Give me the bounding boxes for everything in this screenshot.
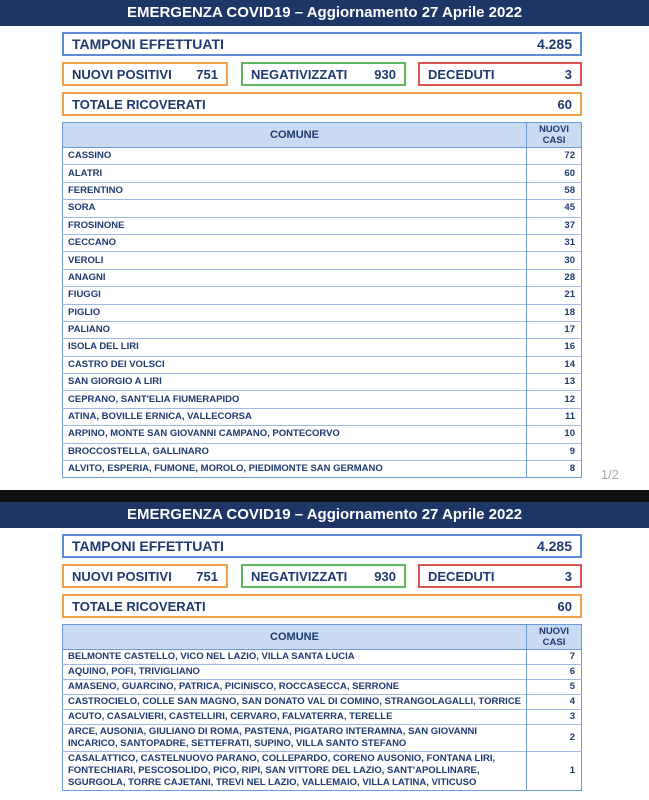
- casi-cell: 7: [527, 650, 582, 665]
- comune-cell: ARCE, AUSONIA, GIULIANO DI ROMA, PASTENA, PIGATARO INTERAMNA, SAN GIOVANNI INCARICO, SANTOPADRE, SETTEFRATI, SUPINO, VILLA SANTO STEFANO: [63, 725, 527, 752]
- comune-cell: SAN GIORGIO A LIRI: [63, 374, 527, 391]
- col-casi-header: NUOVI CASI: [527, 625, 582, 650]
- table-row: [63, 408, 582, 425]
- casi-cell: 28: [527, 269, 582, 286]
- comune-cell: ALATRI: [63, 165, 527, 182]
- comune-cell: CASTROCIELO, COLLE SAN MAGNO, SAN DONATO VAL DI COMINO, STRANGOLAGALLI, TORRICE: [63, 695, 527, 710]
- casi-cell: 13: [527, 374, 582, 391]
- deceduti-label: DECEDUTI: [428, 568, 495, 584]
- negativizzati-value: 930: [374, 568, 396, 584]
- positivi-label: NUOVI POSITIVI: [72, 568, 172, 584]
- comune-cell: BELMONTE CASTELLO, VICO NEL LAZIO, VILLA SANTA LUCIA: [63, 650, 527, 665]
- comune-cell: ANAGNI: [63, 269, 527, 286]
- table-row: [63, 426, 582, 443]
- casi-cell: 37: [527, 217, 582, 234]
- col-comune-header: COMUNE: [63, 625, 527, 650]
- comune-cell: CASALATTICO, CASTELNUOVO PARANO, COLLEPARDO, CORENO AUSONIO, FONTANA LIRI, FONTECHIARI, PESCOSOLIDO, PICO, RIPI, SAN VITTORE DEL LAZIO, SANT'APOLLINARE, SGURGOLA, TORRE CAJETANI, TREVI NEL LAZIO, VALLEMAIO, VILLA LATINA, VITICUSO: [63, 752, 527, 791]
- table-row: [63, 725, 582, 752]
- casi-cell: 72: [527, 148, 582, 165]
- comuni-table-page1: [62, 122, 582, 478]
- deceduti-value: 3: [564, 568, 572, 584]
- casi-cell: 14: [527, 356, 582, 373]
- casi-cell: 45: [527, 200, 582, 217]
- table-row: [63, 391, 582, 408]
- table-row: [63, 665, 582, 680]
- comune-cell: BROCCOSTELLA, GALLINARO: [63, 443, 527, 460]
- comune-cell: CASSINO: [63, 148, 527, 165]
- table-row: [63, 356, 582, 373]
- table-row: [63, 287, 582, 304]
- comuni-table-page2: [62, 624, 582, 791]
- casi-cell: 18: [527, 304, 582, 321]
- negativizzati-label: NEGATIVIZZATI: [251, 568, 348, 584]
- deceduti-box: [418, 564, 582, 588]
- tamponi-value: 4.285: [536, 538, 572, 554]
- casi-cell: 12: [527, 391, 582, 408]
- table-row: [63, 695, 582, 710]
- positivi-value: 751: [196, 66, 218, 82]
- table-row: [63, 461, 582, 478]
- casi-cell: 30: [527, 252, 582, 269]
- deceduti-value: 3: [564, 66, 572, 82]
- comune-cell: CEPRANO, SANT'ELIA FIUMERAPIDO: [63, 391, 527, 408]
- table-row: [63, 752, 582, 791]
- comune-cell: SORA: [63, 200, 527, 217]
- comune-cell: FERENTINO: [63, 182, 527, 199]
- table-row: [63, 165, 582, 182]
- totale-ricoverati-box: [62, 594, 582, 618]
- casi-cell: 4: [527, 695, 582, 710]
- table-row: [63, 321, 582, 338]
- report-page-2: [0, 502, 649, 800]
- comune-cell: CECCANO: [63, 234, 527, 251]
- casi-cell: 3: [527, 710, 582, 725]
- table-row: [63, 710, 582, 725]
- comune-cell: ALVITO, ESPERIA, FUMONE, MOROLO, PIEDIMONTE SAN GERMANO: [63, 461, 527, 478]
- table-row: [63, 269, 582, 286]
- nuovi-positivi-box: [62, 62, 228, 86]
- comune-cell: AMASENO, GUARCINO, PATRICA, PICINISCO, ROCCASECCA, SERRONE: [63, 680, 527, 695]
- tamponi-box: [62, 534, 582, 558]
- comune-cell: ARPINO, MONTE SAN GIOVANNI CAMPANO, PONTECORVO: [63, 426, 527, 443]
- comune-cell: VEROLI: [63, 252, 527, 269]
- tamponi-label: TAMPONI EFFETTUATI: [72, 538, 224, 554]
- casi-cell: 5: [527, 680, 582, 695]
- casi-cell: 21: [527, 287, 582, 304]
- report-header: EMERGENZA COVID19 – Aggiornamento 27 Aprile 2022: [0, 0, 649, 26]
- tamponi-box: [62, 32, 582, 56]
- table-row: [63, 374, 582, 391]
- report-header: EMERGENZA COVID19 – Aggiornamento 27 Aprile 2022: [0, 502, 649, 528]
- table-row: [63, 680, 582, 695]
- ricoverati-value: 60: [557, 598, 572, 614]
- negativizzati-box: [241, 564, 406, 588]
- positivi-value: 751: [196, 568, 218, 584]
- comune-cell: PIGLIO: [63, 304, 527, 321]
- deceduti-box: [418, 62, 582, 86]
- table-row: [63, 443, 582, 460]
- comune-cell: ISOLA DEL LIRI: [63, 339, 527, 356]
- totale-ricoverati-box: [62, 92, 582, 116]
- negativizzati-box: [241, 62, 406, 86]
- table-row: [63, 650, 582, 665]
- table-row: [63, 304, 582, 321]
- casi-cell: 11: [527, 408, 582, 425]
- comune-cell: AQUINO, POFI, TRIVIGLIANO: [63, 665, 527, 680]
- negativizzati-label: NEGATIVIZZATI: [251, 66, 348, 82]
- casi-cell: 9: [527, 443, 582, 460]
- ricoverati-value: 60: [557, 96, 572, 112]
- casi-cell: 16: [527, 339, 582, 356]
- casi-cell: 17: [527, 321, 582, 338]
- table-row: [63, 252, 582, 269]
- comune-cell: FROSINONE: [63, 217, 527, 234]
- table-row: [63, 339, 582, 356]
- comune-cell: ACUTO, CASALVIERI, CASTELLIRI, CERVARO, FALVATERRA, TERELLE: [63, 710, 527, 725]
- negativizzati-value: 930: [374, 66, 396, 82]
- deceduti-label: DECEDUTI: [428, 66, 495, 82]
- positivi-label: NUOVI POSITIVI: [72, 66, 172, 82]
- table-row: [63, 148, 582, 165]
- casi-cell: 1: [527, 752, 582, 791]
- comune-cell: PALIANO: [63, 321, 527, 338]
- table-row: [63, 182, 582, 199]
- ricoverati-label: TOTALE RICOVERATI: [72, 598, 206, 614]
- casi-cell: 8: [527, 461, 582, 478]
- tamponi-label: TAMPONI EFFETTUATI: [72, 36, 224, 52]
- comune-cell: ATINA, BOVILLE ERNICA, VALLECORSA: [63, 408, 527, 425]
- casi-cell: 6: [527, 665, 582, 680]
- page-separator: [0, 490, 649, 502]
- table-row: [63, 200, 582, 217]
- page-indicator: 1/2: [600, 467, 619, 482]
- casi-cell: 60: [527, 165, 582, 182]
- ricoverati-label: TOTALE RICOVERATI: [72, 96, 206, 112]
- tamponi-value: 4.285: [536, 36, 572, 52]
- casi-cell: 2: [527, 725, 582, 752]
- casi-cell: 10: [527, 426, 582, 443]
- comune-cell: CASTRO DEI VOLSCI: [63, 356, 527, 373]
- table-row: [63, 217, 582, 234]
- table-row: [63, 234, 582, 251]
- comune-cell: FIUGGI: [63, 287, 527, 304]
- col-comune-header: COMUNE: [63, 123, 527, 148]
- casi-cell: 58: [527, 182, 582, 199]
- nuovi-positivi-box: [62, 564, 228, 588]
- casi-cell: 31: [527, 234, 582, 251]
- col-casi-header: NUOVI CASI: [527, 123, 582, 148]
